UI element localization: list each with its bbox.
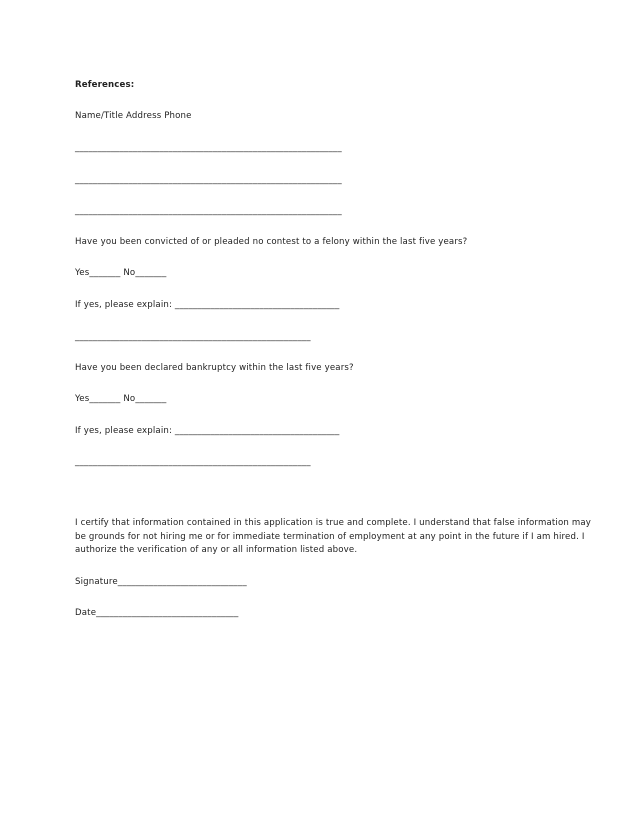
reference-blank-line-3[interactable]: ____________________________________________________________ (75, 206, 342, 216)
references-columns-label: Name/Title Address Phone (75, 111, 192, 121)
bankruptcy-explain-field[interactable]: If yes, please explain: _____________________________________ (75, 426, 340, 436)
felony-yes-no-field[interactable]: Yes_______ No_______ (75, 268, 167, 278)
bankruptcy-question: Have you been declared bankruptcy within the last five years? (75, 363, 354, 373)
certification-line-1: I certify that information contained in this application is true and complete. I understand that false information may (75, 518, 592, 528)
felony-explain-field[interactable]: If yes, please explain: _____________________________________ (75, 300, 340, 310)
certification-line-2: be grounds for not hiring me or for immediate termination of employment at any point in the future if I am hired. I (75, 531, 585, 542)
date-field[interactable]: Date________________________________ (75, 608, 239, 618)
certification-line-3: authorize the verification of any or all information listed above. (75, 545, 358, 555)
reference-blank-line-1[interactable]: ____________________________________________________________ (75, 143, 342, 153)
felony-explain-line-2[interactable]: _____________________________________________________ (75, 332, 311, 342)
signature-field[interactable]: Signature_____________________________ (75, 577, 247, 587)
bankruptcy-explain-line-2[interactable]: _____________________________________________________ (75, 457, 311, 467)
reference-blank-line-2[interactable]: ____________________________________________________________ (75, 175, 342, 185)
bankruptcy-yes-no-field[interactable]: Yes_______ No_______ (75, 394, 167, 404)
certification-paragraph (75, 517, 592, 558)
references-heading: References: (75, 80, 135, 90)
felony-question: Have you been convicted of or pleaded no contest to a felony within the last five years? (75, 237, 468, 247)
